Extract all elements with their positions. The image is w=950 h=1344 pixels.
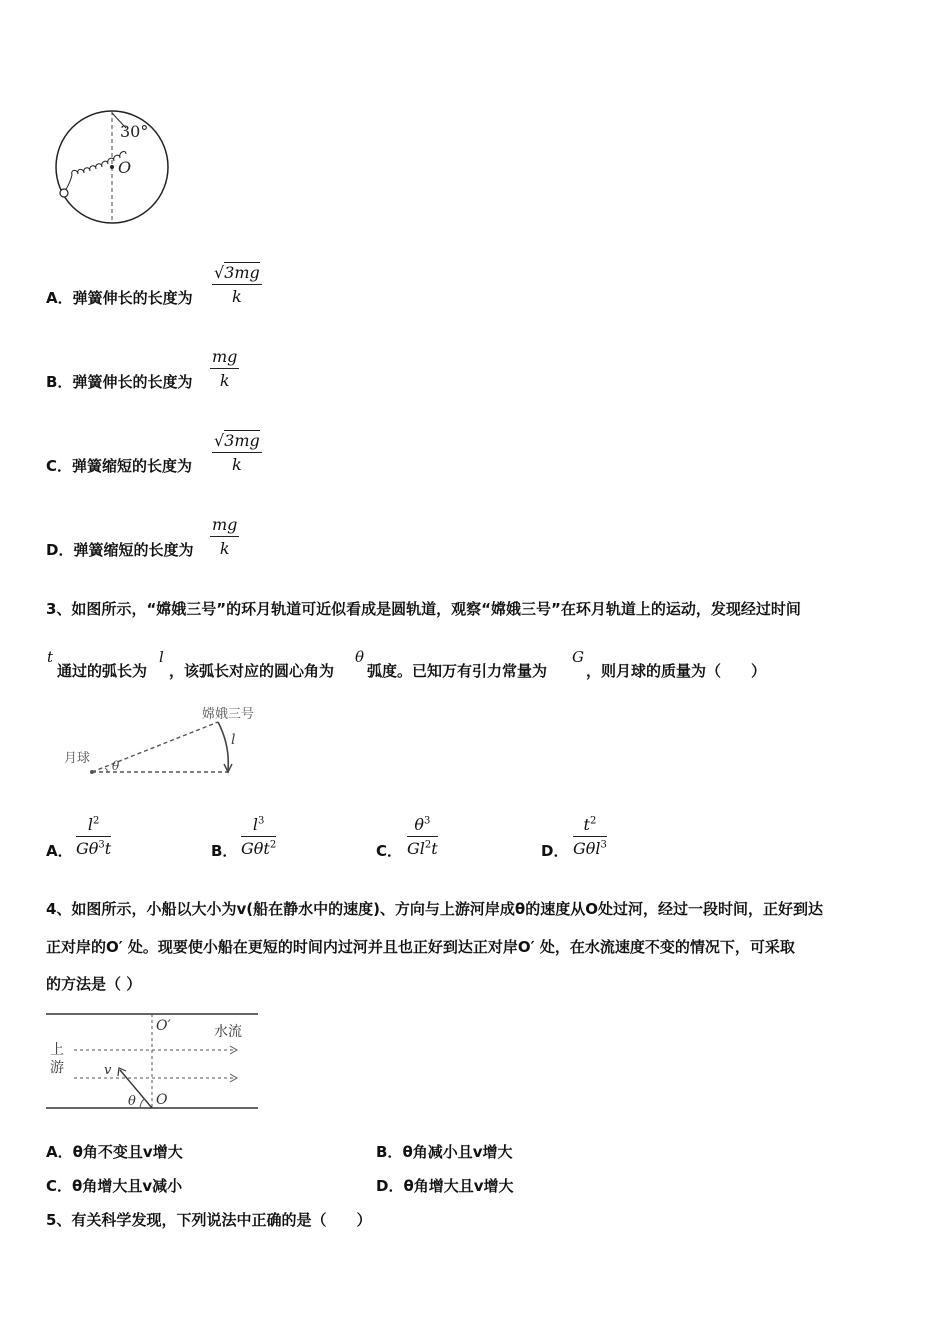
q3-option-b[interactable]: B．	[211, 842, 238, 860]
q3-option-a[interactable]: A．	[46, 842, 73, 860]
q3-seg-3: 弧度。已知万有引力常量为	[367, 662, 548, 680]
q2-option-c-fraction: $\frac{√3mg}{k}$	[214, 431, 260, 474]
q4-option-b[interactable]: B．θ角减小且v增大	[376, 1143, 513, 1161]
q3-line-1: 3、如图所示，“嫦娥三号”的环月轨道可近似看成是圆轨道，观察“嫦娥三号”在环月轨道上的运动，发现经过时间	[46, 600, 801, 618]
q3-option-b-fraction: $l^3$ Gθt$^2$	[241, 815, 277, 858]
q3-option-a-fraction: $\frac{l^2}{G\theta^3t}$	[76, 815, 112, 858]
q3-seg-1: 通过的弧长为	[57, 662, 148, 680]
o-label: O	[156, 1092, 168, 1108]
q2-option-b-fraction: $\frac{mg}{k}$	[212, 347, 238, 390]
q3-var-t: t	[47, 648, 54, 666]
q4-option-c[interactable]: C．θ角增大且v减小	[46, 1177, 183, 1195]
q3-option-c-fraction: $\frac{\theta^3}{Gl^2t}$	[407, 815, 438, 858]
q3-seg-4: ，则月球的质量为（ ）	[586, 662, 767, 680]
q2-option-b[interactable]: B．弹簧伸长的长度为	[46, 373, 193, 391]
q2-option-d-fraction: $\frac{mg}{k}$	[212, 515, 238, 558]
q2-option-a[interactable]: A．弹簧伸长的长度为	[46, 289, 193, 307]
center-o-label: O	[118, 158, 132, 177]
q2-option-d[interactable]: D．弹簧缩短的长度为	[46, 541, 194, 559]
q4-option-a[interactable]: A．θ角不变且v增大	[46, 1143, 183, 1161]
q5-line-1: 5、有关科学发现，下列说法中正确的是（ ）	[46, 1211, 372, 1229]
moon-orbit-figure	[60, 700, 280, 785]
angle-theta-label: θ	[112, 759, 120, 773]
theta-label: θ	[128, 1094, 136, 1109]
o-prime-label: O′	[156, 1018, 171, 1034]
flow-label: 水流	[214, 1024, 242, 1040]
angle-30-label: 30°	[120, 122, 149, 141]
arc-l-label: l	[231, 732, 236, 748]
q2-option-c[interactable]: C．弹簧缩短的长度为	[46, 457, 193, 475]
q4-line-1: 4、如图所示，小船以大小为v(船在静水中的速度)、方向与上游河岸成θ的速度从O处过河，经过一段时间，正好到达	[46, 900, 823, 918]
q3-option-d[interactable]: D．	[541, 842, 569, 860]
upstream-label-2: 游	[50, 1060, 64, 1076]
q4-line-2: 正对岸的O′ 处。现要使小船在更短的时间内过河并且也正好到达正对岸O′ 处，在水流速度不变的情况下，可采取	[46, 938, 795, 956]
q3-var-l: l	[159, 648, 164, 666]
river-crossing-figure	[44, 1008, 262, 1114]
q3-option-d-fraction: $t^2$ Gθl$^3$	[573, 815, 607, 858]
q2-option-a-fraction: $\frac{√3mg}{k}$	[214, 263, 260, 306]
spring-circle-figure	[50, 105, 180, 230]
q3-option-c[interactable]: C．	[376, 842, 403, 860]
v-label: v	[104, 1063, 112, 1078]
q4-option-d[interactable]: D．θ角增大且v增大	[376, 1177, 514, 1195]
moon-label: 月球	[64, 751, 91, 766]
satellite-label: 嫦娥三号	[202, 707, 255, 722]
q4-line-3: 的方法是（ ）	[46, 975, 142, 993]
upstream-label-1: 上	[50, 1042, 64, 1058]
q3-seg-2: ，该弧长对应的圆心角为	[169, 662, 335, 680]
q3-var-g: G	[572, 648, 584, 666]
q3-var-theta: θ	[355, 648, 365, 666]
